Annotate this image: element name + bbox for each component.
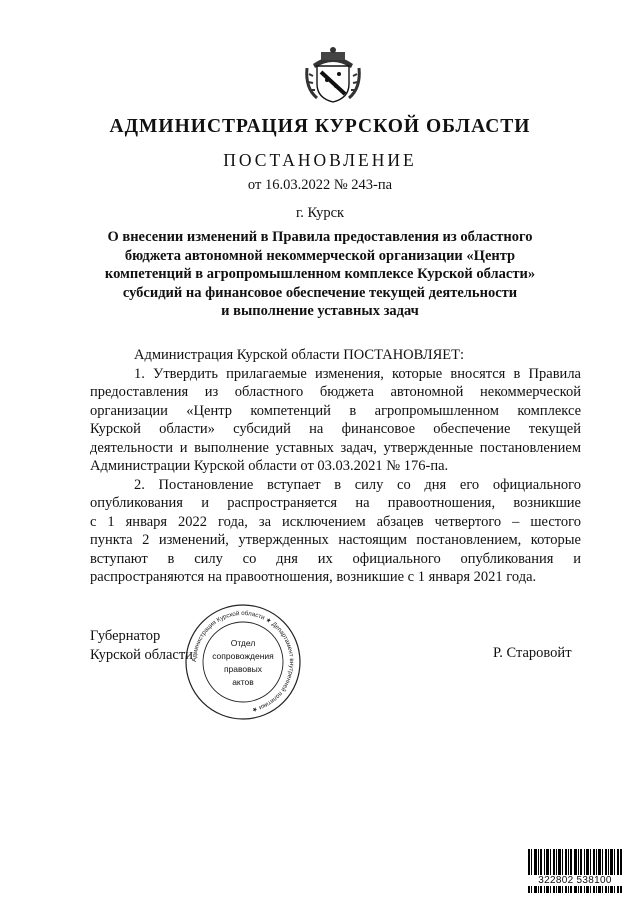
title-line: О внесении изменений в Правила предоставления из областного [107,229,533,245]
seal-center-text: правовых [223,664,263,674]
text-line: Администрации Курской области от 03.03.2021 № 176-па. [90,458,449,474]
coat-of-arms-icon [303,44,363,106]
text-line: вступают в силу со дня их официального опубликования и [90,550,581,567]
text-line: предоставления из областного бюджета автономной некоммерческой [90,384,581,400]
document-title [0,228,640,321]
seal-center-text: Отдел [230,638,256,648]
text-line: Курской области» субсидий на финансовое обеспечение текущей [90,421,581,437]
seal-center-text: сопровождения [212,651,274,661]
paragraph-2 [90,476,581,587]
text-line: деятельности и выполнение уставных задач, утвержденные постановлением [90,439,581,456]
intro-text: Администрация Курской области ПОСТАНОВЛЯЕТ: [134,347,465,363]
city: г. Курск [295,205,345,221]
date-number: от 16.03.2022 № 243-па [247,177,393,193]
barcode [527,849,623,893]
barcode-number: 322802 538100 [527,875,623,886]
text-line: 1. Утвердить прилагаемые изменения, которые вносятся в Правила [134,365,581,382]
signatory-name: Р. Старовойт [493,645,572,661]
paragraph-1 [90,365,581,476]
title-line: бюджета автономной некоммерческой организации «Центр [124,247,516,264]
document-type: ПОСТАНОВЛЕНИЕ [223,150,417,170]
document-body [90,346,581,587]
signatory-title-line: Курской области [90,646,193,663]
seal-center-text: актов [232,677,254,687]
title-line: и выполнение уставных задач [221,303,419,319]
text-line: 2. Постановление вступает в силу со дня его официального [134,476,581,493]
svg-text:Администрация Курской области [191,610,295,713]
title-line: компетенций в агропромышленном комплексе Курской области» [104,266,536,282]
text-line: распространяются на правоотношения, возникшие с 1 января 2021 года. [90,569,537,585]
text-line: опубликования и распространяется на правоотношения, возникшие [90,495,581,511]
seal-stamp [183,602,303,722]
organization-heading: АДМИНИСТРАЦИЯ КУРСКОЙ ОБЛАСТИ [109,116,531,137]
text-line: с 1 января 2022 года, за исключением абзацев четвертого – шестого [90,513,581,530]
text-line: пункта 2 изменений, утвержденных настоящим постановлением, которые [90,532,581,548]
signatory-title-line: Губернатор [90,628,161,644]
text-line: организации «Центр компетенций в агропромышленном комплексе [90,402,581,419]
title-line: субсидий на финансовое обеспечение текущей деятельности [122,284,518,301]
seal-ring-text: Администрация Курской области ★ Департамент внутренней политики ★ [190,609,296,714]
signatory-title [90,627,193,664]
